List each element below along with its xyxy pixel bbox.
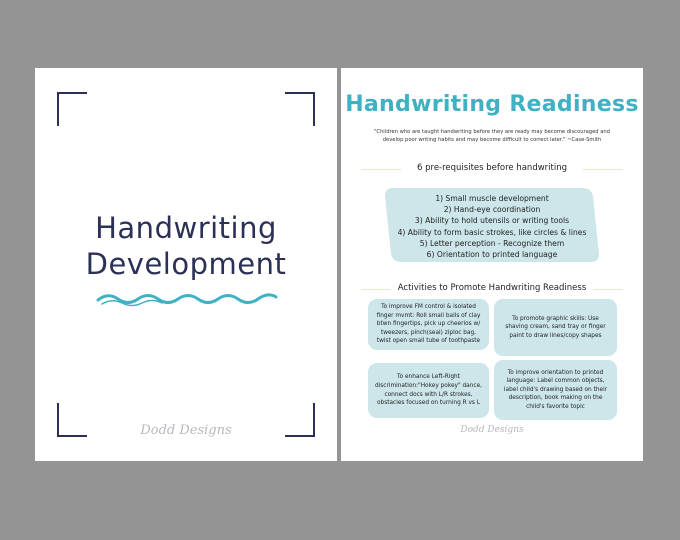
corner-bracket-top-left — [57, 92, 87, 126]
cover-title-line1: Handwriting — [95, 211, 277, 245]
list-item: 5) Letter perception - Recognize them — [419, 238, 565, 248]
activity-text: To improve FM control & isolated finger mvmt: Roll small balls of clay btwn fingertips, pick up cheerios w/ tweezers, pinch(seal) ziploc bag, twist open small tube of toothpaste — [376, 304, 481, 345]
list-item: 6) Orientation to printed language — [426, 250, 558, 260]
activity-card — [368, 363, 489, 418]
wave-decoration — [96, 288, 278, 308]
activity-card — [494, 360, 617, 420]
activity-card — [368, 299, 489, 350]
prereq-panel — [385, 188, 599, 262]
activity-text: To improve orientation to printed language: Label common objects, label child's drawing based on their description, book making on the child's favorite topic — [503, 369, 608, 410]
readiness-page — [341, 68, 643, 461]
quote-text: "Children who are taught handwriting before they are ready may become discouraged and develop poor writing habits and may become difficult to correct later." ~Case-Smith — [374, 129, 610, 143]
prereq-heading: 6 pre-requisites before handwriting — [417, 163, 567, 173]
prereq-list — [385, 193, 599, 260]
list-item: 4) Ability to form basic strokes, like circles & lines — [397, 227, 587, 237]
activities-heading: Activities to Promote Handwriting Readiness — [397, 283, 587, 293]
list-item: 3) Ability to hold utensils or writing tools — [414, 216, 570, 226]
page-title: Handwriting Readiness — [345, 92, 639, 117]
corner-bracket-top-right — [285, 92, 315, 126]
activity-text: To enhance Left-Right discrimination:"Hokey pokey" dance, connect docs with L/R strokes, obstacles focused on turning R vs L — [375, 374, 482, 407]
cover-page — [35, 68, 337, 461]
brand-logo: Dodd Designs — [460, 425, 524, 435]
list-item: 2) Hand-eye coordination — [443, 205, 541, 215]
list-item: 1) Small muscle development — [435, 194, 549, 203]
activity-card — [494, 299, 617, 356]
cover-title — [35, 210, 337, 282]
brand-logo: Dodd Designs — [140, 423, 232, 438]
activity-text: To promote graphic skills: Use shaving cream, sand tray or finger paint to draw lines/copy shapes — [505, 315, 606, 339]
cover-title-line2: Development — [85, 247, 287, 281]
